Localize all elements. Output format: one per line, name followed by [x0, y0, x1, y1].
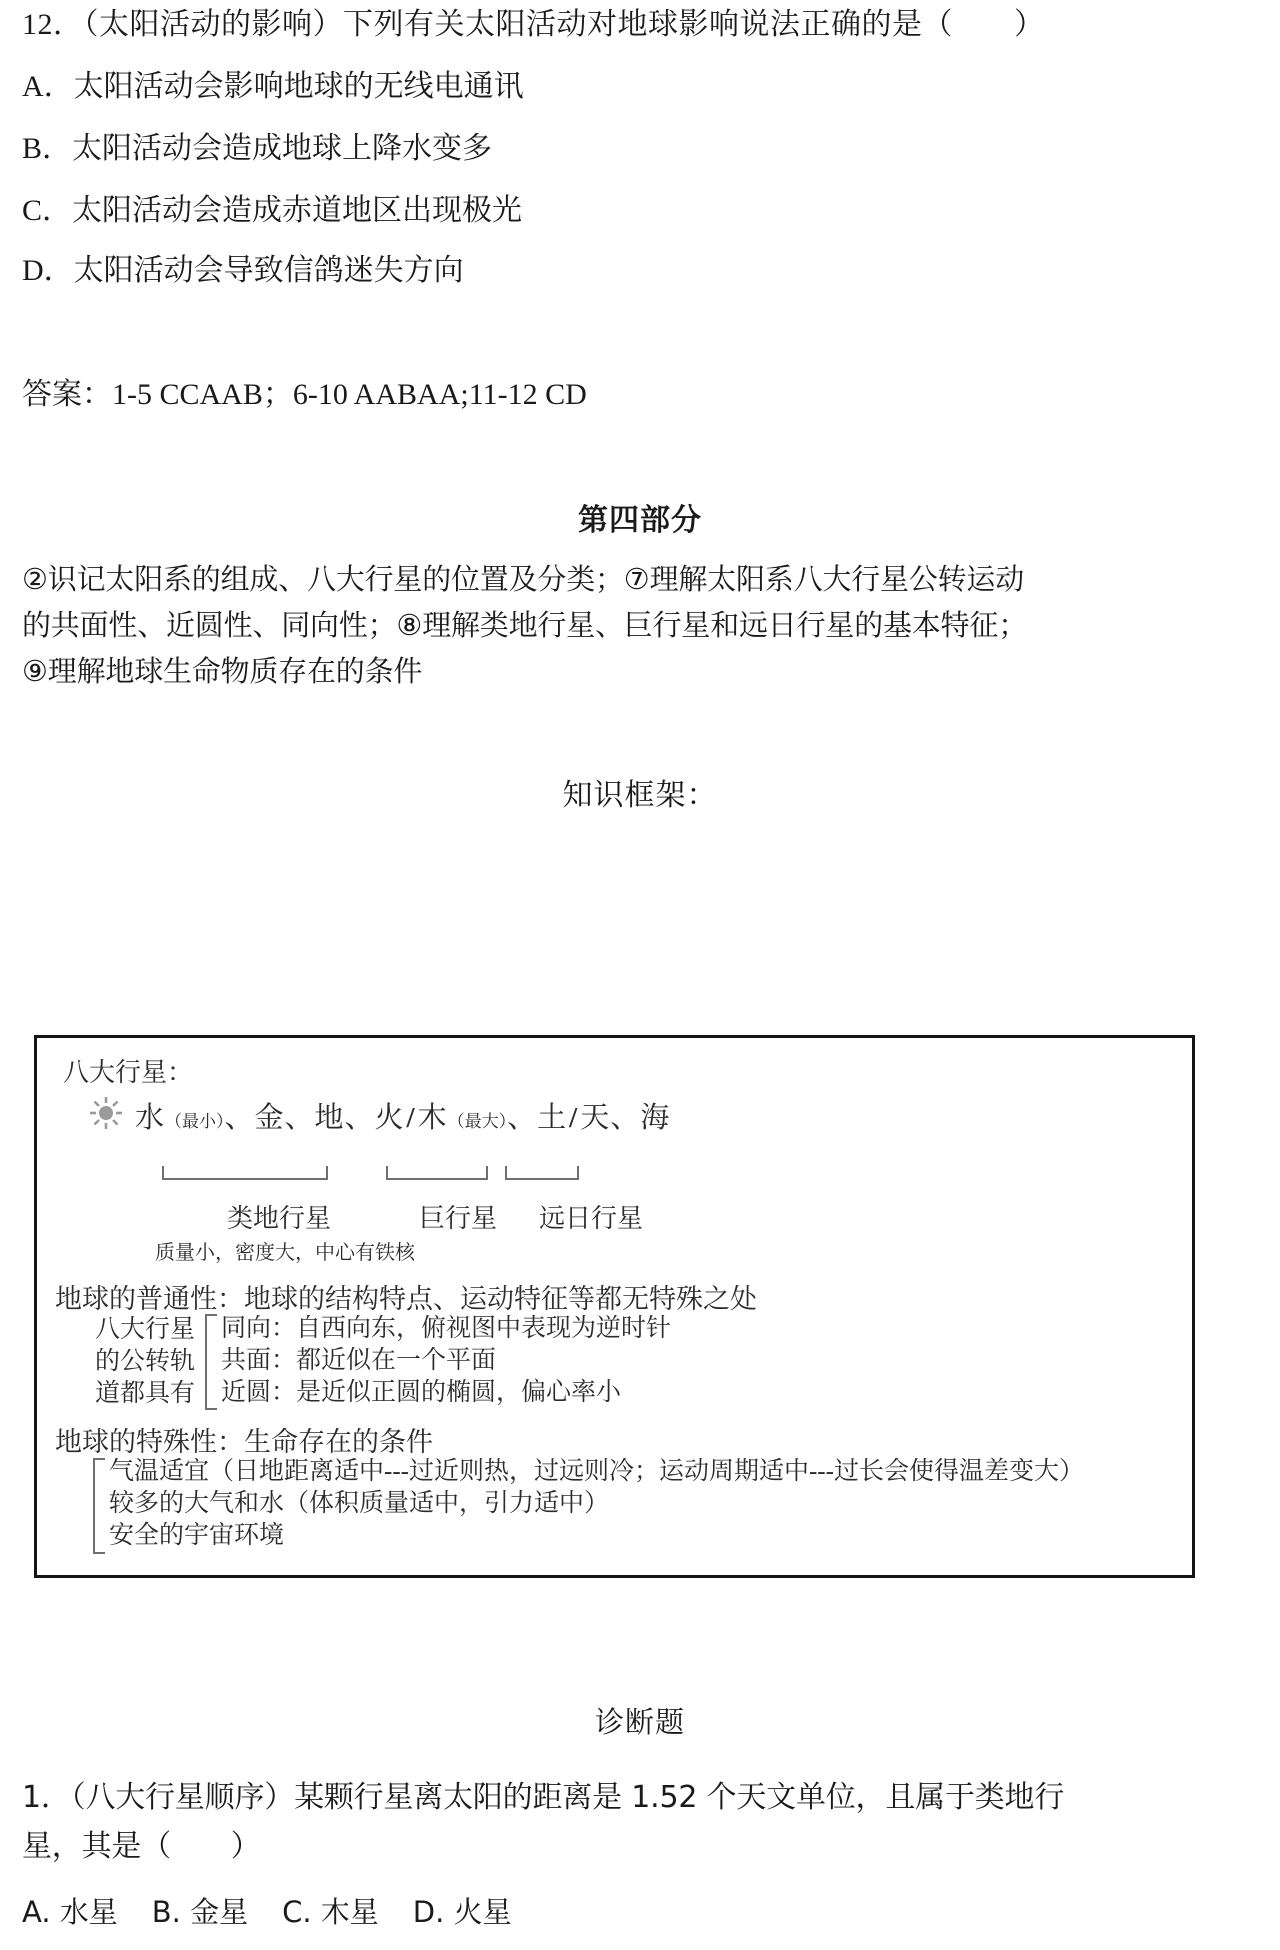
planet-mercury-note: （最小）	[165, 1112, 225, 1131]
life-conditions	[109, 1456, 1084, 1552]
category-terrestrial: 类地行星	[227, 1204, 332, 1233]
part-four-title: 第四部分	[578, 503, 702, 538]
option-a-letter: A．	[22, 70, 74, 103]
life-condition-temperature: 气温适宜（日地距离适中---过近则热，过远则冷；运动周期适中---过长会使得温差变大）	[109, 1458, 1084, 1485]
question-12-option-b	[22, 130, 492, 168]
option-d-letter: D．	[22, 254, 74, 287]
brace-life-conditions	[93, 1458, 105, 1554]
category-outer: 远日行星	[539, 1204, 644, 1233]
diagnostic-question-1-options	[22, 1890, 512, 1931]
objective-line-3: ⑨理解地球生命物质存在的条件	[22, 654, 423, 688]
orbit-label-line-1: 八大行星	[95, 1316, 196, 1343]
orbit-label	[95, 1314, 195, 1410]
earth-speciality: 地球的特殊性：生命存在的条件	[55, 1427, 433, 1457]
planet-group1-rest: 、金、地、火	[224, 1102, 405, 1134]
knowledge-framework-box	[34, 1035, 1195, 1578]
planet-sequence	[135, 1095, 670, 1136]
planets-header: 八大行星：	[63, 1058, 194, 1087]
diagnostic-option-d: D. 火星	[412, 1895, 512, 1929]
orbit-feature-same-direction: 同向：自西向东，俯视图中表现为逆时针	[221, 1315, 672, 1342]
option-c-text: 太阳活动会造成赤道地区出现极光	[72, 194, 523, 227]
brace-terrestrial	[162, 1166, 328, 1180]
option-a-text: 太阳活动会影响地球的无线电通讯	[73, 70, 524, 103]
group-divider-2: /	[569, 1102, 579, 1134]
life-condition-atmosphere-water: 较多的大气和水（体积质量适中，引力适中）	[109, 1490, 610, 1517]
planet-group3: 天、海	[580, 1102, 671, 1134]
question-12-stem: 12．（太阳活动的影响）下列有关太阳活动对地球影响说法正确的是（ ）	[22, 8, 1045, 41]
option-c-letter: C．	[22, 194, 73, 227]
diagnostic-option-c: C. 木星	[282, 1895, 379, 1929]
question-12-option-c	[22, 192, 522, 230]
brace-giant	[386, 1166, 488, 1180]
answer-key-line: 答案：1-5 CCAAB；6-10 AABAA;11-12 CD	[22, 378, 587, 411]
option-b-letter: B．	[22, 132, 73, 165]
knowledge-framework-heading: 知识框架：	[562, 779, 718, 812]
brace-outer	[505, 1166, 579, 1180]
orbit-feature-coplanar: 共面：都近似在一个平面	[221, 1347, 497, 1374]
terrestrial-note: 质量小，密度大，中心有铁核	[155, 1242, 415, 1264]
diagnostic-option-b: B. 金星	[151, 1895, 249, 1929]
question-12-option-d	[22, 252, 464, 290]
option-b-text: 太阳活动会造成地球上降水变多	[72, 132, 493, 165]
diagnostic-question-1-line-1: 1．（八大行星顺序）某颗行星离太阳的距离是 1.52 个天文单位，且属于类地行	[22, 1780, 1065, 1815]
sun-icon	[89, 1096, 123, 1130]
objective-line-2: 的共面性、近圆性、同向性；⑧理解类地行星、巨行星和远日行星的基本特征；	[22, 608, 1027, 642]
objective-line-1: ②识记太阳系的组成、八大行星的位置及分类；⑦理解太阳系八大行星公转运动	[22, 562, 1024, 596]
planet-group2-rest: 、土	[507, 1102, 568, 1134]
diagnostic-title: 诊断题	[594, 1705, 685, 1739]
planet-jupiter: 木	[417, 1102, 448, 1134]
planet-mercury: 水	[135, 1102, 166, 1134]
planet-jupiter-note: （最大）	[447, 1112, 508, 1131]
orbit-label-line-3: 道都具有	[95, 1380, 196, 1407]
group-divider-1: /	[406, 1102, 416, 1134]
earth-ordinariness: 地球的普通性：地球的结构特点、运动特征等都无特殊之处	[55, 1284, 757, 1314]
diagnostic-option-a: A. 水星	[22, 1895, 118, 1929]
option-d-text: 太阳活动会导致信鸽迷失方向	[73, 254, 464, 287]
orbit-feature-near-circular: 近圆：是近似正圆的椭圆，偏心率小	[221, 1379, 622, 1406]
orbit-features	[221, 1313, 671, 1409]
orbit-label-line-2: 的公转轨	[95, 1348, 196, 1375]
diagnostic-question-1-line-2: 星，其是（ ）	[22, 1829, 261, 1864]
brace-orbit-features	[205, 1314, 217, 1410]
part-four-objectives	[22, 556, 1258, 694]
category-giant: 巨行星	[419, 1204, 498, 1233]
question-12-option-a	[22, 68, 524, 106]
life-condition-safe-environment: 安全的宇宙环境	[109, 1522, 285, 1549]
